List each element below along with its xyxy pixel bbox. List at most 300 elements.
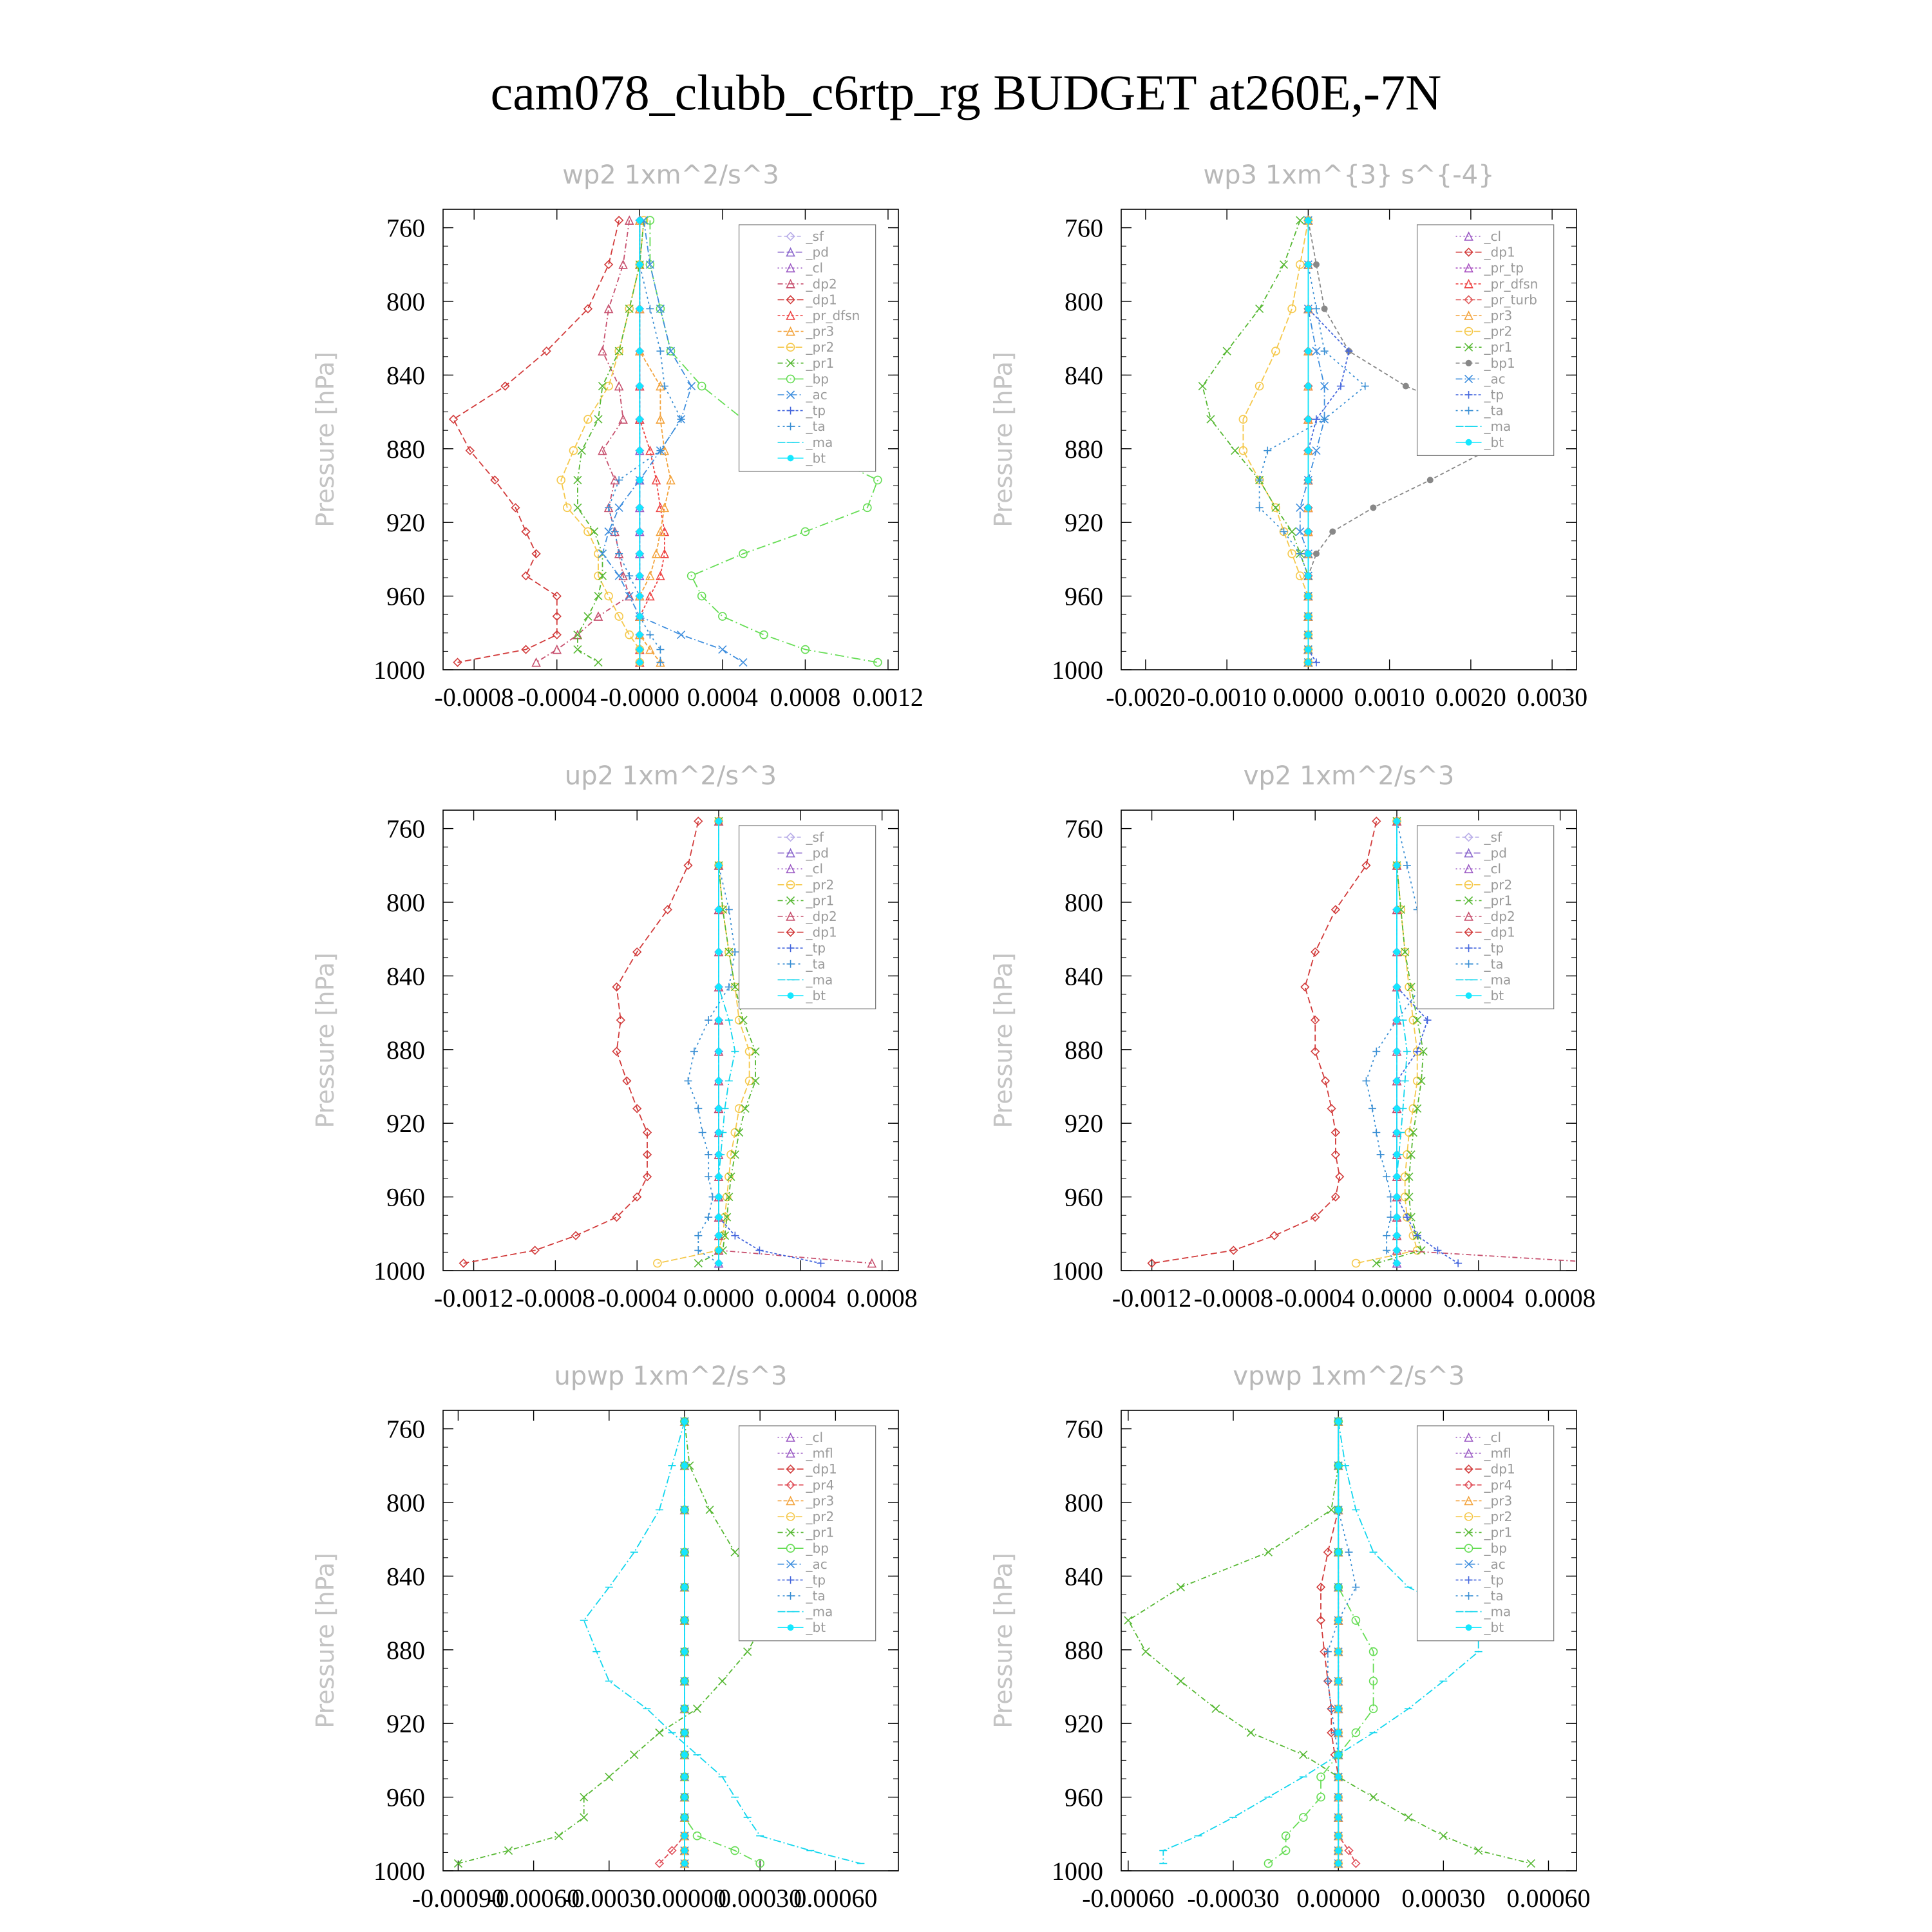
data-point [1403,862,1411,869]
x-tick-label: -0.0008 [434,683,514,712]
data-point [1607,1260,1615,1267]
data-point [694,1705,701,1712]
legend-label: _bt [806,450,826,466]
data-point [625,631,633,639]
data-point [684,1077,692,1084]
data-point [625,592,633,600]
data-point [656,305,664,312]
y-tick-label: 880 [386,1635,425,1665]
data-point [681,1649,688,1655]
data-point [620,261,627,269]
data-point [1427,477,1434,483]
y-tick-label: 960 [1065,1783,1103,1812]
legend-label: _sf [1484,829,1502,845]
data-point [615,476,623,484]
legend-label: _bt [806,1620,826,1636]
data-point [681,1774,688,1780]
panel-1 [311,160,923,712]
legend-label: _mfl [1484,1445,1511,1461]
legend-label: _dp2 [1484,909,1515,924]
data-point [1321,347,1329,355]
data-point [760,631,768,639]
data-point [656,659,664,667]
data-point [715,984,722,990]
data-point [739,659,747,667]
data-point [1313,551,1320,557]
legend-label: _tp [806,940,826,956]
panels [311,160,1615,1913]
data-point [646,631,654,639]
legend-label: _pr3 [1484,1493,1513,1509]
y-tick-label: 1000 [1052,1857,1103,1886]
data-point [694,1247,702,1255]
x-tick-label: 0.0008 [1524,1283,1596,1312]
data-point [694,1832,701,1840]
data-point [1324,1677,1332,1685]
data-point [1305,551,1311,557]
legend-label: _bp [806,1540,829,1557]
data-point [1372,1260,1380,1267]
legend-label: _pr3 [806,323,835,339]
legend-marker [788,992,794,999]
y-tick-label: 840 [386,961,425,991]
data-point [1335,1752,1341,1758]
series-line-pr2 [658,821,750,1263]
x-tick-label: -0.0004 [597,1283,677,1312]
data-point [1394,1247,1400,1254]
x-tick-label: 0.0020 [1435,683,1506,712]
legend-label: _pr_dfsn [1484,276,1539,292]
legend-label: _pr4 [1484,1477,1513,1493]
legend-marker [788,1624,794,1631]
data-point [719,646,726,654]
data-point [1312,447,1320,455]
data-point [1321,305,1328,312]
x-tick-label: -0.0008 [1193,1283,1274,1312]
data-point [1405,1814,1412,1821]
x-tick-label: -0.0000 [600,683,679,712]
data-point [1368,1104,1376,1112]
legend-label: _ta [806,1588,826,1604]
data-point [1394,818,1400,824]
legend-label: _dp1 [1484,244,1515,260]
y-tick-label: 960 [386,1182,425,1212]
data-point [1370,504,1376,511]
data-point [1335,1814,1341,1821]
legend-label: _dp1 [1484,1461,1515,1477]
data-point [694,1260,702,1267]
data-point [1305,659,1311,666]
data-point [715,1151,722,1158]
legend-label: _dp1 [806,924,837,940]
data-point [1305,613,1311,620]
y-tick-label: 760 [1065,814,1103,844]
data-point [1352,1584,1359,1591]
y-axis-label: Pressure [hPa] [311,952,339,1128]
data-point [605,383,612,390]
data-point [1305,529,1311,535]
y-tick-label: 800 [1065,287,1103,316]
data-point [1296,504,1304,511]
data-point [636,659,643,666]
data-point [1335,1730,1341,1736]
panel-title: vpwp 1xm^2/s^3 [1233,1361,1465,1391]
y-tick-label: 1000 [374,1256,425,1285]
data-point [1335,1649,1341,1655]
data-point [1394,1048,1400,1055]
data-point [615,216,623,224]
data-point [681,1463,688,1469]
data-point [1372,1129,1380,1137]
data-point [1335,1833,1341,1839]
data-point [1305,647,1311,653]
y-tick-label: 760 [386,1414,425,1444]
data-point [688,383,696,390]
data-point [1305,593,1311,600]
x-tick-label: 0.0004 [687,683,758,712]
legend-label: _ac [806,387,828,402]
data-point [1305,573,1311,579]
x-tick-label: 0.0012 [852,683,923,712]
legend-label: _pr_dfsn [806,308,860,323]
legend-label: _dp1 [806,1461,837,1477]
legend-label: _ta [806,956,826,972]
data-point [715,1048,722,1055]
legend-label: _ma [806,434,833,450]
x-tick-label: -0.0010 [1187,683,1267,712]
data-point [1335,1774,1341,1780]
data-point [715,1105,722,1112]
x-tick-label: 0.0008 [770,683,841,712]
data-point [1394,1105,1400,1112]
y-tick-label: 920 [1065,508,1103,538]
data-point [719,612,726,620]
data-point [681,1861,688,1867]
legend-label: _pr2 [1484,1509,1513,1524]
legend-label: _sf [806,829,824,845]
legend-label: _cl [1484,229,1502,244]
data-point [705,1151,712,1159]
series-line-pr1 [578,220,644,662]
data-point [1264,447,1271,455]
y-tick-label: 880 [1065,1635,1103,1665]
data-point [715,862,722,869]
legend-label: _ta [1484,402,1504,419]
data-point [1394,1260,1400,1267]
data-point [636,504,643,511]
y-tick-label: 800 [386,1488,425,1517]
legend-label: _pr1 [1484,893,1513,909]
legend-label: _bt [1484,434,1504,450]
legend-label: _ta [1484,1588,1504,1604]
data-point [450,415,457,423]
data-point [1383,1232,1390,1240]
data-point [1124,1616,1132,1624]
legend-label: _tp [806,402,826,419]
legend-label: _dp2 [806,909,837,924]
y-axis-label: Pressure [hPa] [311,1553,339,1728]
data-point [705,1173,712,1180]
data-point [1362,862,1370,869]
data-point [694,1104,702,1112]
data-point [715,1247,722,1254]
legend-label: _cl [806,1430,824,1445]
data-point [694,817,702,825]
data-point [1271,1232,1278,1240]
x-tick-label: 0.0030 [1517,683,1588,712]
y-tick-label: 1000 [1052,1256,1103,1285]
panel-title: upwp 1xm^2/s^3 [554,1361,788,1391]
series-line-dp2 [536,220,630,662]
data-point [605,504,612,511]
data-point [1312,659,1320,667]
legend-label: _pr1 [806,1524,835,1540]
data-point [636,416,643,422]
data-point [715,949,722,955]
panel-2 [989,160,1587,712]
data-point [1394,1077,1400,1084]
data-point [1394,862,1400,869]
data-point [1305,261,1311,268]
data-point [1335,1418,1341,1425]
data-point [1300,1814,1307,1821]
series-line-dp1 [1152,821,1377,1263]
legend-label: _pr_turb [1484,292,1537,308]
legend-label: _ma [1484,972,1511,988]
y-tick-label: 920 [1065,1109,1103,1139]
legend-label: _pd [806,845,829,861]
y-tick-label: 760 [386,213,425,243]
data-point [1324,1548,1332,1556]
data-point [574,646,582,654]
data-point [1372,1048,1380,1056]
x-tick-label: 0.00000 [1296,1884,1381,1913]
data-point [1424,1016,1432,1024]
data-point [681,1678,688,1684]
data-point [1345,347,1353,355]
data-point [611,528,619,536]
data-point [1394,1173,1400,1180]
data-point [1337,383,1345,390]
data-point [1335,1678,1341,1684]
legend-label: _bt [806,988,826,1003]
data-point [615,347,623,355]
legend-label: _ma [806,972,833,988]
legend-marker [1466,360,1472,366]
data-point [681,1584,688,1591]
data-point [580,1814,588,1821]
y-tick-label: 760 [1065,213,1103,243]
y-tick-label: 920 [386,1109,425,1139]
data-point [574,504,582,511]
data-point [719,1677,726,1685]
data-point [739,1016,747,1024]
legend-label: _pr3 [806,1493,835,1509]
legend-label: _pr_tp [1484,260,1524,276]
data-point [1305,217,1311,223]
legend-label: _dp2 [806,276,837,292]
data-point [1231,447,1239,455]
y-axis-label: Pressure [hPa] [989,952,1018,1128]
data-point [1177,1584,1184,1591]
data-point [1403,383,1409,390]
data-point [1335,1463,1341,1469]
data-point [1142,1648,1150,1656]
data-point [630,1751,638,1759]
data-point [1300,1751,1307,1759]
legend-label: _pr3 [1484,308,1513,323]
x-tick-label: 0.0004 [764,1283,836,1312]
data-point [715,1077,722,1084]
x-tick-label: 0.0010 [1354,683,1425,712]
data-point [1362,1077,1370,1084]
data-point [1372,817,1380,825]
data-point [715,818,722,824]
x-tick-label: -0.00060 [1082,1884,1175,1913]
data-point [615,550,623,558]
x-tick-label: -0.0004 [517,683,597,712]
legend-label: _bp [1484,1540,1507,1557]
x-tick-label: 0.00030 [718,1884,802,1913]
data-point [681,1506,688,1513]
data-point [1264,1548,1272,1556]
legend-label: _ma [1484,419,1511,435]
data-point [1394,1017,1400,1023]
data-point [1383,1173,1390,1180]
y-tick-label: 960 [1065,582,1103,611]
data-point [1305,477,1311,483]
data-point [636,448,643,454]
data-point [681,1549,688,1555]
legend-label: _pr2 [1484,323,1513,339]
data-point [684,862,692,869]
data-point [636,348,643,354]
data-point [1305,504,1311,511]
data-point [1207,415,1215,423]
data-point [715,1260,722,1267]
data-point [1377,1151,1385,1159]
legend-label: _ta [1484,956,1504,972]
data-point [1223,347,1231,355]
data-point [677,631,685,639]
y-axis-label: Pressure [hPa] [989,352,1018,527]
data-point [661,383,668,390]
y-tick-label: 800 [1065,888,1103,917]
legend-label: _ac [1484,371,1506,387]
data-point [1177,1677,1184,1685]
data-point [1312,415,1320,423]
legend-label: _bt [1484,988,1504,1003]
legend-label: _pr2 [806,1509,835,1524]
data-point [1317,1773,1325,1781]
data-point [656,646,664,654]
y-tick-label: 840 [386,1562,425,1591]
data-point [636,261,643,268]
data-point [1327,1705,1335,1712]
data-point [594,659,602,667]
data-point [1335,1794,1341,1801]
data-point [1383,1247,1390,1255]
data-point [1370,1794,1378,1801]
data-point [1394,1130,1400,1136]
legend-label: _ta [806,419,826,435]
data-point [646,592,654,600]
panel-5 [311,1361,898,1913]
legend-label: _pr1 [1484,1524,1513,1540]
data-point [1305,305,1311,312]
legend-label: _tp [1484,1572,1504,1588]
legend-label: _dp1 [1484,924,1515,940]
data-point [715,906,722,913]
x-tick-label: 0.00060 [1506,1884,1591,1913]
data-point [1296,216,1304,224]
x-tick-label: -0.00030 [1187,1884,1280,1913]
data-point [1305,348,1311,354]
y-tick-label: 880 [386,434,425,464]
legend-marker [1466,1624,1472,1631]
legend-label: _ma [1484,1604,1511,1620]
data-point [1394,1151,1400,1158]
y-tick-label: 960 [1065,1182,1103,1212]
data-point [1394,1214,1400,1220]
x-tick-label: 0.00000 [642,1884,726,1913]
legend-label: _sf [806,229,824,244]
y-tick-label: 880 [1065,1035,1103,1065]
series-line-dp1 [453,220,619,662]
y-tick-label: 960 [386,582,425,611]
series-line-pr1 [1202,220,1308,662]
data-point [715,1173,722,1180]
data-point [1394,984,1400,990]
data-point [636,217,643,223]
data-point [817,1260,825,1267]
data-point [605,261,612,269]
x-tick-label: -0.0012 [1112,1283,1192,1312]
data-point [636,383,643,390]
data-point [656,347,664,355]
data-point [1272,504,1280,511]
data-point [1439,1832,1447,1840]
data-point [731,1548,739,1556]
legend-label: _pr2 [1484,876,1513,893]
y-tick-label: 1000 [374,1857,425,1886]
panel-title: vp2 1xm^2/s^3 [1243,761,1455,791]
series-line-ta [609,220,681,662]
y-tick-label: 920 [386,1709,425,1739]
data-point [1256,305,1264,312]
data-point [681,1617,688,1624]
data-point [667,347,675,355]
y-tick-label: 840 [1065,1562,1103,1591]
data-point [605,592,612,600]
x-tick-label: -0.00060 [487,1884,580,1913]
data-point [605,1773,613,1781]
legend-label: _pr4 [806,1477,835,1493]
data-point [1313,261,1320,268]
data-point [694,1232,702,1240]
data-point [636,305,643,312]
panel-6 [989,1361,1590,1913]
data-point [1305,383,1311,390]
y-tick-label: 760 [1065,1414,1103,1444]
legend-marker [788,455,794,461]
data-point [505,1847,513,1855]
data-point [1301,983,1309,991]
legend-label: _dp1 [806,292,837,308]
x-tick-label: 0.0000 [1273,683,1344,712]
data-point [1305,416,1311,422]
y-tick-label: 840 [386,361,425,390]
